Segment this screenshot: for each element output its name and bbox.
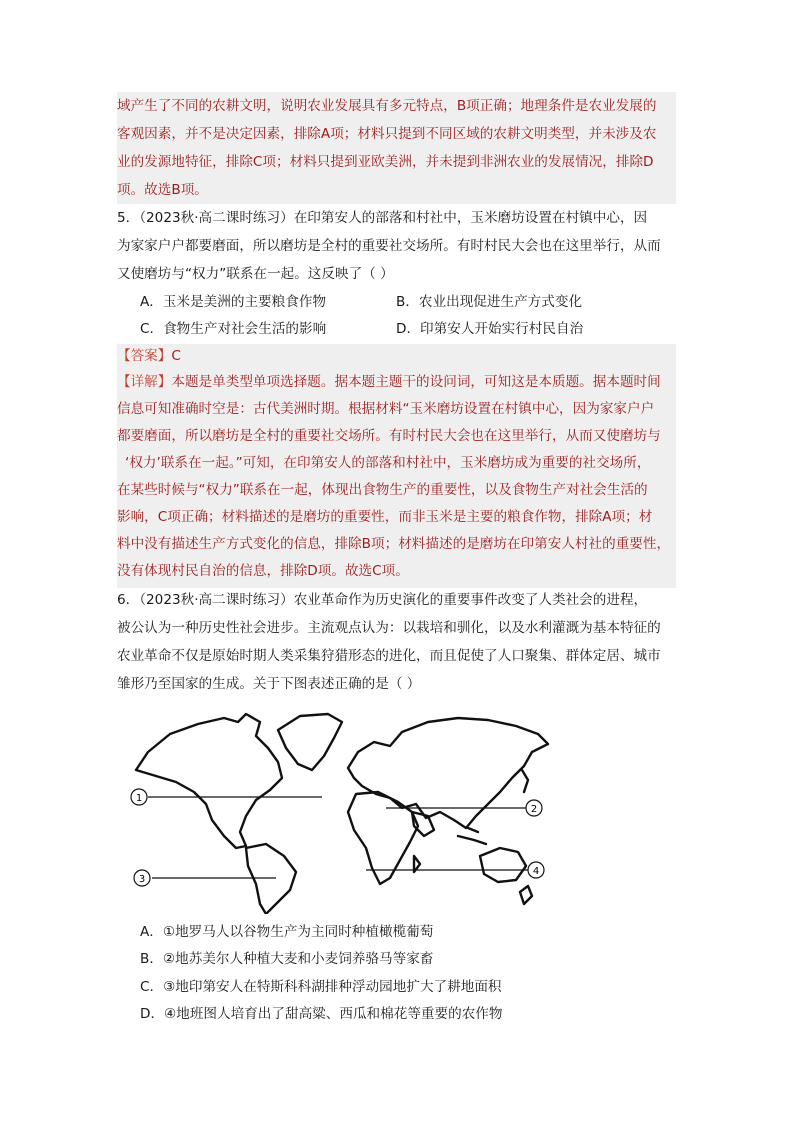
- australia-outline: [480, 848, 526, 882]
- eurasia-outline: [348, 718, 548, 828]
- new-zealand-outline: [520, 886, 532, 904]
- detail-line: ‘权力’联系在一起。”可知，在印第安人的部落和村社中，玉米磨坊成为重要的社交场所，: [125, 455, 651, 471]
- prev-analysis-line: 业的发源地特征，排除C项；材料只提到亚欧美洲，并未提到非洲农业的发展情况，排除D: [117, 154, 654, 170]
- detail-line: 没有体现村民自治的信息，排除D项。故选C项。: [117, 563, 409, 579]
- question-6-stem-line: 农业革命不仅是原始时期人类采集狩猎形态的进化，而且促使了人口聚集、群体定居、城市: [117, 648, 661, 664]
- greenland-outline: [278, 714, 342, 770]
- north-america-outline: [136, 714, 282, 848]
- question-6-stem-line: 雏形乃至国家的生成。关于下图表述正确的是（ ）: [117, 676, 421, 692]
- answer-line: [117, 346, 181, 366]
- question-5-stem-line: 又使磨坊与“权力”联系在一起。这反映了（ ）: [117, 266, 394, 282]
- detail-line: [117, 372, 661, 392]
- map-marker-1: 1: [135, 793, 143, 804]
- answer-label: 【答案】: [117, 348, 172, 364]
- question-5-option-b: B．农业出现促进生产方式变化: [396, 294, 583, 310]
- map-marker-3: 3: [138, 874, 146, 885]
- world-map: [128, 708, 552, 914]
- question-6-option-a: A．①地罗马人以谷物生产为主同时种植橄榄葡萄: [140, 924, 434, 940]
- question-6-option-d: D．④地班图人培育出了甜高粱、西瓜和棉花等重要的农作物: [140, 1006, 503, 1022]
- question-5-option-a: A．玉米是美洲的主要粮食作物: [140, 294, 327, 310]
- detail-line: 都要磨面，所以磨坊是全村的重要社交场所。有时村民大会也在这里举行，从而又使磨坊与: [117, 428, 661, 444]
- world-map-drawing: [128, 708, 552, 914]
- question-6-option-b: B．②地苏美尔人种植大麦和小麦饲养骆马等家畜: [140, 951, 434, 967]
- prev-analysis-line: 项。故选B项。: [117, 182, 208, 198]
- south-america-outline: [246, 844, 296, 914]
- answer-value: C: [171, 348, 181, 364]
- map-marker-4: 4: [532, 866, 540, 877]
- indonesia-outline: [458, 828, 486, 844]
- prev-analysis-line: 域产生了不同的农耕文明，说明农业发展具有多元特点，B项正确；地理条件是农业发展的: [117, 98, 657, 114]
- question-5-option-d: D．印第安人开始实行村民自治: [396, 321, 584, 337]
- detail-text: 本题是单类型单项选择题。据本题主题干的设问词，可知这是本质题。据本题时间: [171, 374, 661, 390]
- map-marker-2: 2: [530, 804, 538, 815]
- detail-label: 【详解】: [117, 374, 172, 390]
- detail-line: 在某些时候与“权力”联系在一起，体现出食物生产的重要性，以及食物生产对社会生活的: [117, 482, 648, 498]
- question-6-stem-line: 被公认为一种历史性社会进步。主流观点认为：以栽培和驯化，以及水利灌溉为基本特征的: [117, 620, 661, 636]
- question-5-option-c: C．食物生产对社会生活的影响: [140, 321, 327, 337]
- detail-line: 信息可知准确时空是：古代美洲时期。根据材料“玉米磨坊设置在村镇中心，因为家家户户: [117, 401, 655, 417]
- question-5-stem-line: 5．（2023秋·高二课时练习）在印第安人的部落和村社中，玉米磨坊设置在村镇中心，因: [117, 210, 648, 226]
- japan-outline: [522, 770, 528, 792]
- question-6-stem-line: 6．（2023秋·高二课时练习）农业革命作为历史演化的重要事件改变了人类社会的进程，: [117, 592, 648, 608]
- detail-line: 影响，C项正确；材料描述的是磨坊的重要性，而非玉米是主要的粮食作物，排除A项；材: [117, 509, 653, 525]
- question-5-stem-line: 为家家户户都要磨面，所以磨坊是全村的重要社交场所。有时村民大会也在这里举行，从而: [117, 238, 661, 254]
- prev-analysis-line: 客观因素，并不是决定因素，排除A项；材料只提到不同区域的农耕文明类型，并未涉及农: [117, 126, 657, 142]
- question-6-option-c: C．③地印第安人在特斯科科湖排种浮动园地扩大了耕地面积: [140, 979, 502, 995]
- detail-line: 料中没有描述生产方式变化的信息，排除B项；材料描述的是磨坊在印第安人村社的重要性，: [117, 536, 671, 552]
